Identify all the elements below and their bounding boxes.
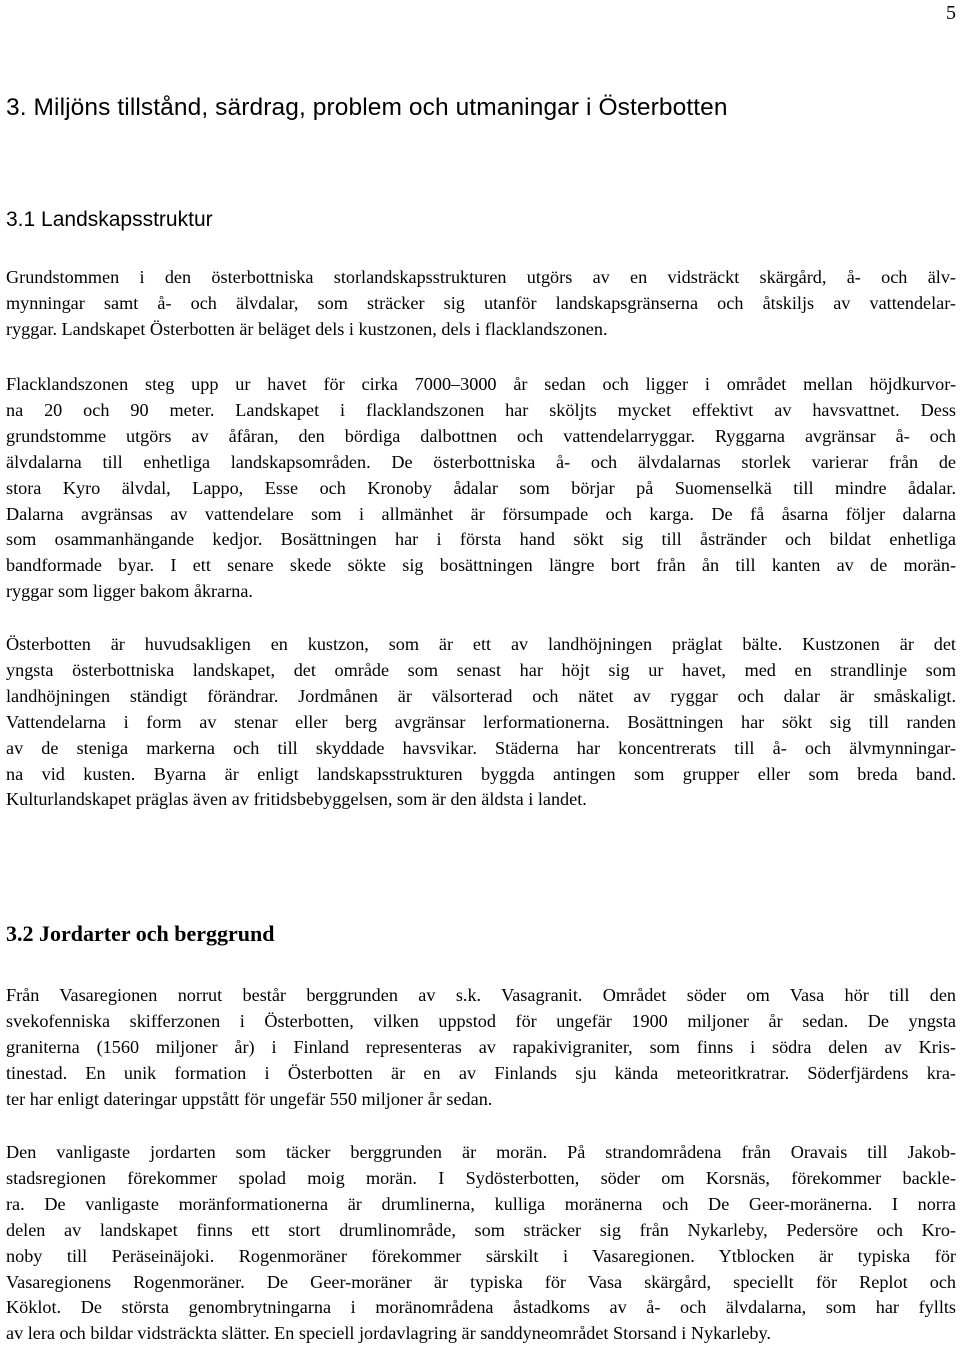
section-title: Jordarter och berggrund xyxy=(39,921,275,946)
text-line: svekofenniska skifferzonen i Österbotten, vilken uppstod för ungefär 1900 miljoner år sedan. De yngsta xyxy=(6,1010,956,1031)
text-line: som osammanhängande kedjor. Bosättningen har i första hand sökt sig till åstränder och bildat enhetliga xyxy=(6,529,956,550)
text-line: na 20 och 90 meter. Landskapet i flacklandszonen har sköljts mycket effektivt av havsvattnet. Dess xyxy=(6,399,956,420)
text-line: Kulturlandskapet präglas även av fritidsbebyggelsen, som är den äldsta i landet. xyxy=(6,789,587,810)
text-line: mynningar samt å- och älvdalar, som sträcker sig utanför landskapsgränserna och åtskiljs av vattendelar- xyxy=(6,292,956,313)
text-line: ter har enligt dateringar uppstått för ungefär 550 miljoner år sedan. xyxy=(6,1088,493,1109)
text-line: ra. De vanligaste moränformationerna är drumlinerna, kulliga moränerna och De Geer-moränerna. I norra xyxy=(6,1193,956,1214)
text-line: Flacklandszonen steg upp ur havet för cirka 7000–3000 år sedan och ligger i området mellan höjdkurvor- xyxy=(6,374,956,394)
chapter-heading: 3. Miljöns tillstånd, särdrag, problem och utmaningar i Österbotten xyxy=(6,94,728,121)
text-line: Köklot. De största genombrytningarna i moränområdena åstadkoms av å- och älvdalarna, som har fyllts xyxy=(6,1297,956,1318)
section-heading-landskapsstruktur: 3.1 Landskapsstruktur xyxy=(6,208,213,231)
paragraph xyxy=(6,632,956,813)
text-line: tinestad. En unik formation i Österbotten är en av Finlands sju kända meteoritkratrar. Söderfjärdens kra- xyxy=(6,1062,956,1083)
text-line: Vasaregionens Rogenmoräner. De Geer-moräner är typiska för Vasa skärgård, speciellt för Replot och xyxy=(6,1271,956,1292)
text-line: älvdalarna till enhetliga landskapsområden. De österbottniska å- och älvdalarnas storlek varierar från de xyxy=(6,451,956,472)
text-line: Från Vasaregionen norrut består berggrunden av s.k. Vasagranit. Området söder om Vasa hör till den xyxy=(6,985,956,1005)
text-line: ryggar. Landskapet Österbotten är beläget dels i kustzonen, dels i flacklandszonen. xyxy=(6,318,608,339)
text-line: av lera och bildar vidsträckta slätter. En speciell jordavlagring är sanddyneområdet Storsand i Nykarleby. xyxy=(6,1323,771,1344)
text-line: na vid kusten. Byarna är enligt landskapsstrukturen byggda antingen som grupper eller som breda band. xyxy=(6,763,956,784)
text-line: stora Kyro älvdal, Lappo, Esse och Kronoby ådalar som börjar på Suomenselkä till mindre ådalar. xyxy=(6,477,956,498)
text-line: grundstomme utgörs av åfåran, den bördiga dalbottnen och vattendelarryggar. Ryggarna avgränsar å- och xyxy=(6,425,956,446)
text-line: Den vanligaste jordarten som täcker berggrunden är morän. På strandområdena från Oravais till Jakob- xyxy=(6,1142,956,1162)
page-number: 5 xyxy=(946,2,956,24)
text-line: bandformade byar. I ett senare skede sökte sig bosättningen längre bort från ån till kanten av de morän- xyxy=(6,555,956,576)
text-line: ryggar som ligger bakom åkrarna. xyxy=(6,581,253,602)
text-line: Dalarna avgränsas av vattendelare som i allmänhet är försumpade och karga. De få åsarna följer dalarna xyxy=(6,503,956,524)
text-line: Österbotten är huvudsakligen en kustzon, som är ett av landhöjningen präglat bälte. Kustzonen är det xyxy=(6,634,956,654)
text-line: stadsregionen förekommer spolad moig morän. I Sydösterbotten, söder om Korsnäs, förekommer backle- xyxy=(6,1167,956,1188)
text-line: graniterna (1560 miljoner år) i Finland representeras av rapakivigraniter, som finns i södra delen av Kris- xyxy=(6,1036,956,1057)
text-line: noby till Peräseinäjoki. Rogenmoräner förekommer särskilt i Vasaregionen. Ytblocken är typiska för xyxy=(6,1245,956,1266)
text-line: av de steniga markerna och till skyddade havsvikar. Städerna har koncentrerats till å- och älvmynningar- xyxy=(6,737,956,758)
section-heading-jordarter xyxy=(6,920,274,948)
paragraph xyxy=(6,372,956,605)
text-line: Grundstommen i den österbottniska storlandskapsstrukturen utgörs av en vidsträckt skärgård, å- och älv- xyxy=(6,267,956,287)
section-number: 3.2 xyxy=(6,921,34,946)
paragraph xyxy=(6,983,956,1113)
text-line: landhöjningen ständigt förändrar. Jordmånen är välsorterad och nätet av ryggar och dalar är småskaligt. xyxy=(6,685,956,706)
text-line: yngsta österbottniska landskapet, det område som senast har höjt sig ur havet, med en strandlinje som xyxy=(6,659,956,680)
text-line: Vattendelarna i form av stenar eller berg avgränsar lerformationerna. Bosättningen har sökt sig till randen xyxy=(6,711,956,732)
paragraph xyxy=(6,265,956,343)
text-line: delen av landskapet finns ett stort drumlinområde, som sträcker sig från Nykarleby, Pedersöre och Kro- xyxy=(6,1219,956,1240)
paragraph xyxy=(6,1140,956,1347)
